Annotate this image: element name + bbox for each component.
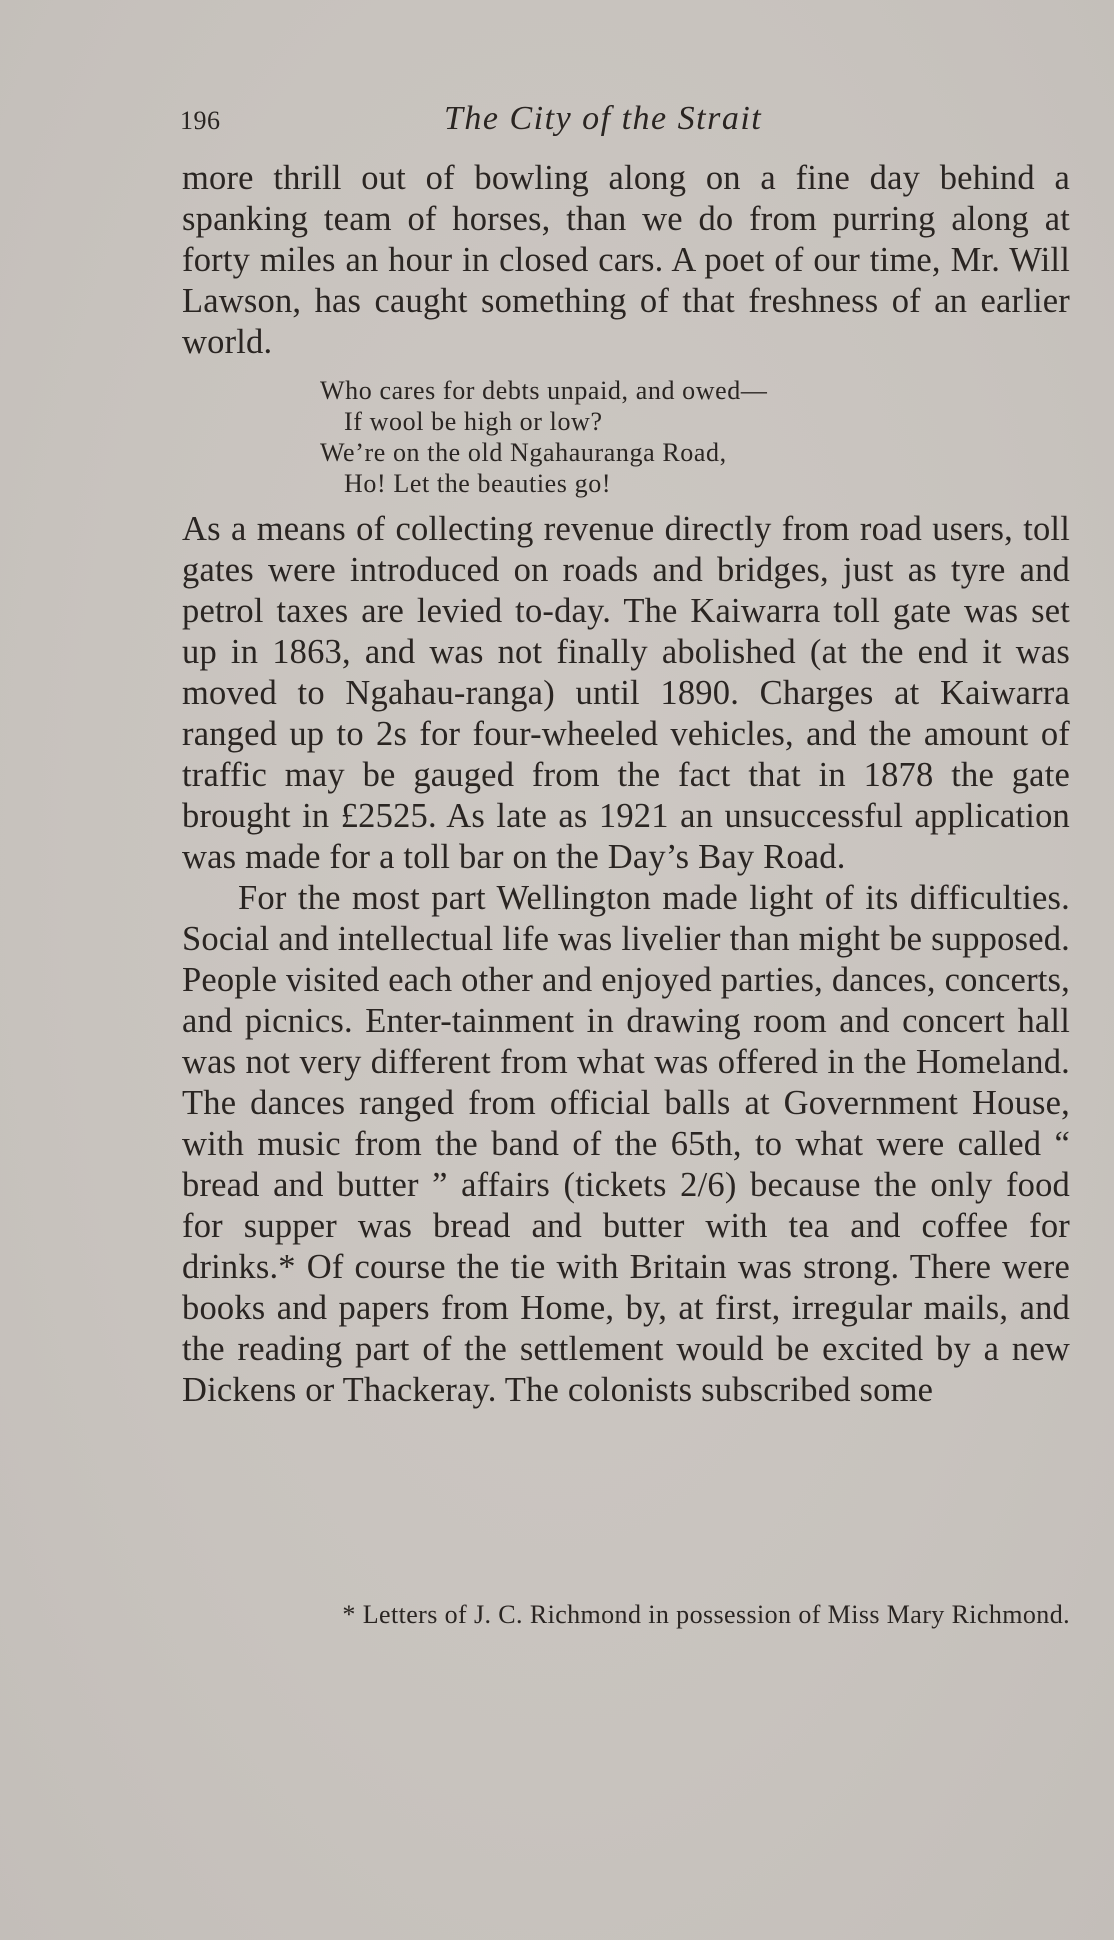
verse-quotation bbox=[320, 375, 1070, 499]
paragraph-continued: more thrill out of bowling along on a fine day behind a spanking team of horses, than we do from purring along at forty miles an hour in closed cars. A poet of our time, Mr. Will Lawson, has caught something of that freshness of an earlier world. bbox=[182, 159, 1070, 361]
paragraph-social-life: For the most part Wellington made light of its difficulties. Social and intellectual life was livelier than might be supposed. People visited each other and enjoyed parties, dances, concerts, and picnics. Enter-tainment in drawing room and concert hall was not very different from what was offered in the Homeland. The dances ranged from official balls at Government House, with music from the band of the 65th, to what were called “ bread and butter ” affairs (tickets 2/6) because the only food for supper was bread and butter with tea and coffee for drinks.* Of course the tie with Britain was strong. There were books and papers from Home, by, at first, irregular mails, and the reading part of the settlement would be excited by a new Dickens or Thackeray. The colonists subscribed some bbox=[182, 879, 1070, 1409]
page-number: 196 bbox=[180, 106, 221, 135]
verse-line: Ho! Let the beauties go! bbox=[344, 469, 612, 498]
paragraph-toll-gates: As a means of collecting revenue directly from road users, toll gates were introduced on roads and bridges, just as tyre and petrol taxes are levied to-day. The Kaiwarra toll gate was set up in 1863, and was not finally abolished (at the end it was moved to Ngahau-ranga) until 1890. Charges at Kaiwarra ranged up to 2s for four-wheeled vehicles, and the amount of traffic may be gauged from the fact that in 1878 the gate brought in £2525. As late as 1921 an unsuccessful application was made for a toll bar on the Day’s Bay Road. bbox=[182, 510, 1070, 876]
body-text bbox=[182, 158, 1070, 1411]
verse-line: We’re on the old Ngahauranga Road, bbox=[320, 438, 727, 467]
verse-line: Who cares for debts unpaid, and owed— bbox=[320, 376, 768, 405]
verse-line: If wool be high or low? bbox=[344, 407, 603, 436]
page-header bbox=[180, 100, 1072, 146]
footnote: * Letters of J. C. Richmond in possession of Miss Mary Richmond. bbox=[342, 1600, 1070, 1629]
running-title: The City of the Strait bbox=[444, 100, 763, 137]
